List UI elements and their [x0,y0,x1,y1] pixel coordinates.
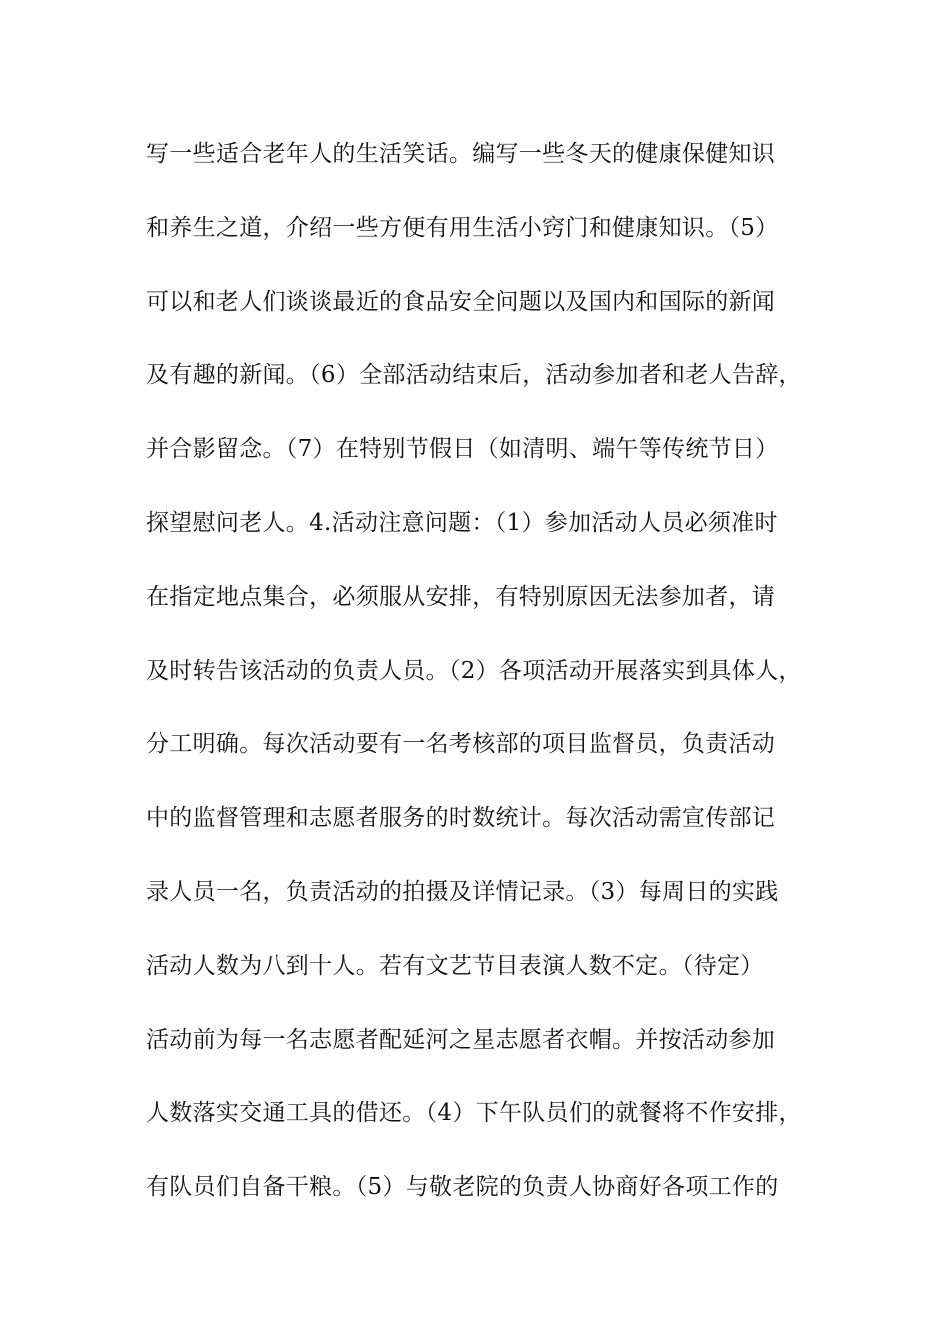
text-line-12: 活动人数为八到十人。若有文艺节目表演人数不定。（待定） [146,952,764,979]
text-line-15: 有队员们自备干粮。（5）与敬老院的负责人协商好各项工作的 [146,1174,779,1201]
text-line-6: 探望慰问老人。4.活动注意问题：（1）参加活动人员必须准时 [146,509,778,536]
text-line-14: 人数落实交通工具的借还。（4）下午队员们的就餐将不作安排， [146,1100,802,1127]
text-line-11: 录人员一名，负责活动的拍摄及详情记录。（3）每周日的实践 [146,878,779,905]
text-line-3: 可以和老人们谈谈最近的食品安全问题以及国内和国际的新闻 [146,288,776,315]
text-line-7: 在指定地点集合，必须服从安排，有特别原因无法参加者，请 [146,583,776,610]
text-line-4: 及有趣的新闻。（6）全部活动结束后，活动参加者和老人告辞， [146,362,802,389]
body-text [146,132,846,1239]
text-line-2: 和养生之道，介绍一些方便有用生活小窍门和健康知识。（5） [146,214,779,241]
text-line-10: 中的监督管理和志愿者服务的时数统计。每次活动需宣传部记 [146,805,776,832]
text-line-5: 并合影留念。（7）在特别节假日（如清明、端午等传统节日） [146,436,779,463]
text-line-13: 活动前为每一名志愿者配延河之星志愿者衣帽。并按活动参加 [146,1026,776,1053]
text-line-9: 分工明确。每次活动要有一名考核部的项目监督员，负责活动 [146,731,776,758]
text-line-1: 写一些适合老年人的生活笑话。编写一些冬天的健康保健知识 [146,141,776,167]
text-line-8: 及时转告该活动的负责人员。（2）各项活动开展落实到具体人， [146,657,802,684]
